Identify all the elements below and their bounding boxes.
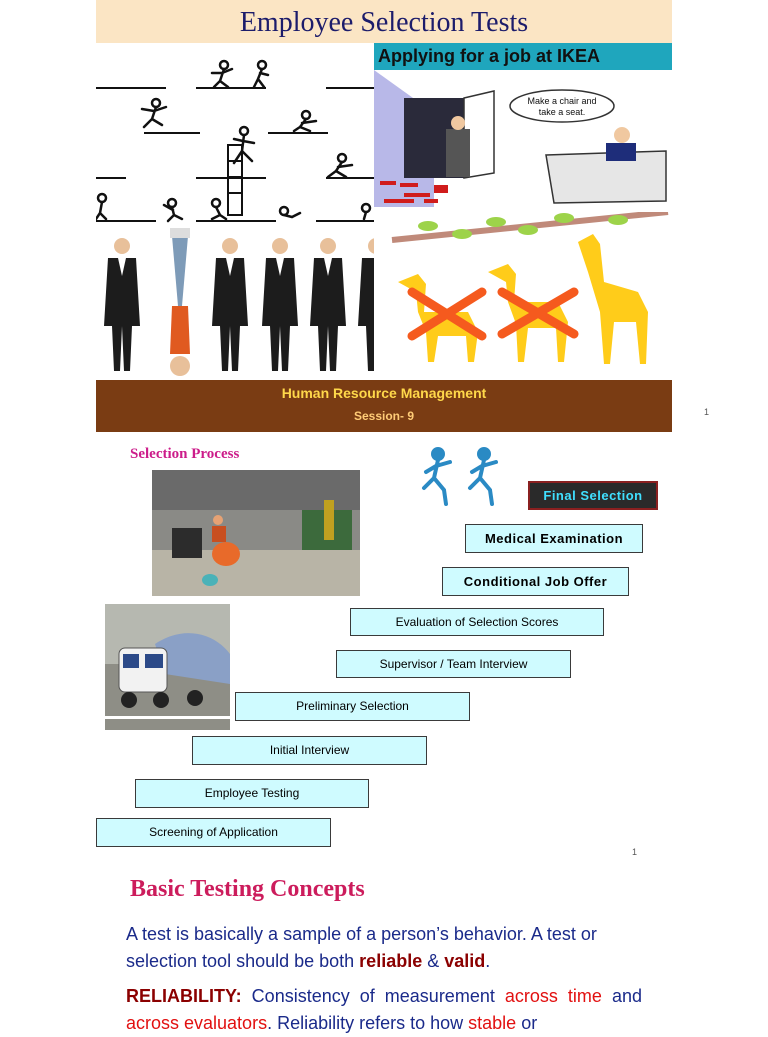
definition-paragraph: A test is basically a sample of a person’s behavior. A test or selection tool should be both reliable & valid. bbox=[126, 924, 597, 971]
speech-bubble-text: Make a chair and bbox=[527, 96, 597, 106]
step-initial-interview: Initial Interview bbox=[192, 736, 427, 765]
step-evaluation-scores: Evaluation of Selection Scores bbox=[350, 608, 604, 636]
ikea-banner: Applying for a job at IKEA bbox=[374, 43, 672, 70]
slide-title: Employee Selection Tests bbox=[96, 0, 672, 43]
ikea-cartoon bbox=[374, 43, 672, 207]
page-number-2: 1 bbox=[632, 847, 638, 857]
step-final-selection: Final Selection bbox=[528, 481, 658, 510]
svg-text:take a seat.: take a seat. bbox=[538, 107, 586, 117]
giraffe-illustration bbox=[378, 212, 672, 376]
hr-banner bbox=[96, 380, 672, 432]
page-number: 1 bbox=[704, 407, 710, 417]
step-medical-examination: Medical Examination bbox=[465, 524, 643, 553]
step-preliminary-selection: Preliminary Selection bbox=[235, 692, 470, 721]
step-screening-application: Screening of Application bbox=[96, 818, 331, 847]
running-figures-icon bbox=[420, 444, 510, 510]
step-conditional-job-offer: Conditional Job Offer bbox=[442, 567, 629, 596]
gym-photo bbox=[152, 470, 360, 596]
reliability-paragraph: RELIABILITY: Consistency of measurement across time and across evaluators. Reliability refers to how stable or bbox=[126, 986, 642, 1033]
business-men-illustration bbox=[96, 226, 374, 376]
stick-figure-illustration bbox=[96, 43, 374, 223]
hr-title: Human Resource Management bbox=[281, 385, 487, 401]
step-employee-testing: Employee Testing bbox=[135, 779, 369, 808]
basic-testing-concepts-title: Basic Testing Concepts bbox=[130, 876, 365, 902]
session-label: Session- 9 bbox=[353, 409, 415, 423]
truck-photo bbox=[105, 604, 230, 730]
step-supervisor-interview: Supervisor / Team Interview bbox=[336, 650, 571, 678]
selection-process-title: Selection Process bbox=[130, 446, 240, 462]
